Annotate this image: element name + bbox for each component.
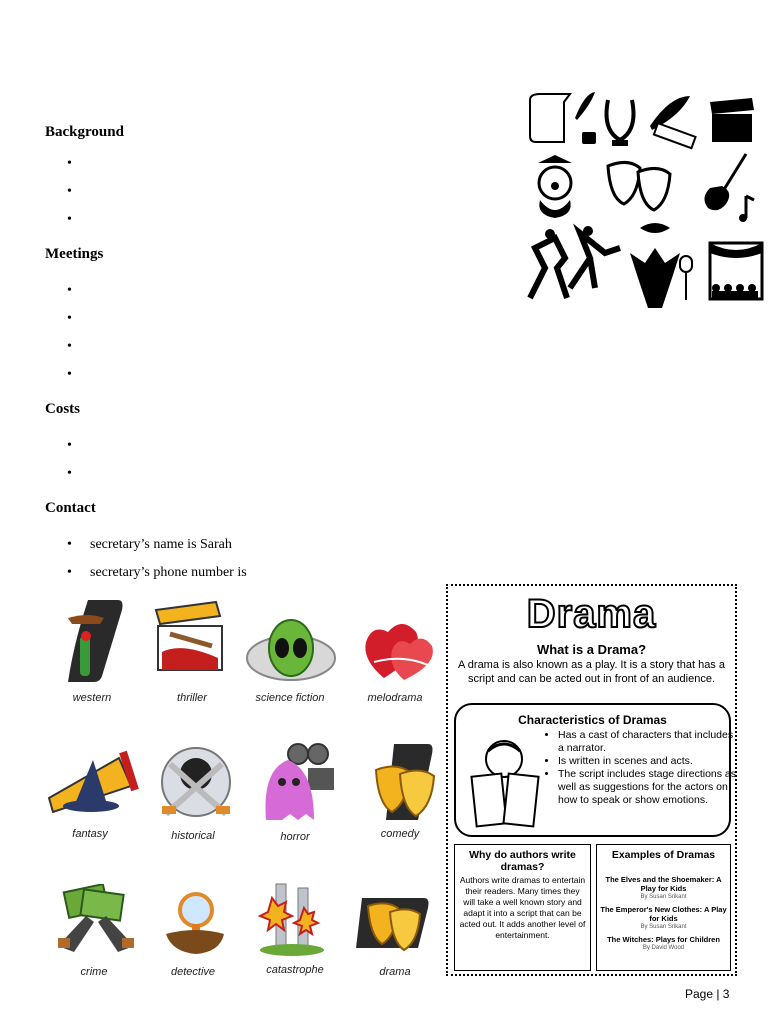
genre-label-historical: historical: [171, 830, 215, 842]
why-title: Why do authors write dramas?: [469, 849, 576, 873]
drama-icon: [354, 894, 436, 960]
characteristics-box: [454, 703, 737, 837]
heading-costs: Costs: [45, 401, 81, 417]
crime-icon: [54, 884, 138, 956]
heading-contact: Contact: [45, 500, 96, 516]
horror-icon: [258, 740, 342, 824]
genre-label-fantasy: fantasy: [72, 828, 108, 840]
examples-list: [599, 875, 728, 953]
characteristics-list: [546, 729, 740, 807]
why-text: Authors write dramas to entertain their readers. Many times they will take a well known story and adapt it into a script that can be acted out. It adds another level of entertainment.: [459, 875, 586, 940]
drama-card-subtitle: What is a Drama?: [536, 642, 647, 657]
fantasy-icon: [45, 746, 139, 822]
genre-label-drama: drama: [379, 966, 411, 978]
drama-definition: A drama is also known as a play. It is a story that has a script and can be acted out in front of an audience.: [458, 659, 725, 685]
example-title: The Elves and the Shoemaker: A Play for Kids: [605, 875, 722, 893]
catastrophe-icon: [258, 878, 328, 958]
genre-label-melodrama: melodrama: [367, 692, 423, 704]
example-title: The Emperor's New Clothes: A Play for Kids: [600, 905, 727, 923]
comedy-icon: [372, 740, 436, 824]
thriller-icon: [152, 600, 228, 680]
genre-label-catastrophe: catastrophe: [266, 964, 324, 976]
western-icon: [58, 596, 130, 684]
genre-label-western: western: [72, 692, 112, 704]
genre-label-science-fiction: science fiction: [255, 692, 325, 704]
example-title: The Witches: Plays for Children: [607, 935, 720, 944]
genre-label-thriller: thriller: [177, 692, 207, 704]
page-number: Page | 3: [685, 987, 730, 1001]
genre-label-detective: detective: [170, 966, 216, 978]
genre-label-horror: horror: [280, 831, 310, 843]
theatre-clipart-icon: [520, 88, 764, 313]
characteristic-item: • Has a cast of characters that includes a narrator.: [558, 729, 740, 755]
drama-info-card: [446, 584, 737, 976]
characteristic-item: • The script includes stage directions as well as suggestions for the actors on how to speak or show emotions.: [558, 768, 740, 807]
example-author: By David Wood: [642, 945, 685, 951]
characteristic-item: • Is written in scenes and acts.: [558, 755, 740, 768]
child-reading-icon: [464, 735, 544, 831]
example-author: By Susan Srikant: [640, 894, 687, 900]
genre-label-crime: crime: [80, 966, 108, 978]
detective-icon: [162, 890, 228, 960]
heading-meetings: Meetings: [45, 246, 104, 262]
examples-title: Examples of Dramas: [611, 849, 716, 861]
genre-label-comedy: comedy: [380, 828, 420, 840]
examples-box: [596, 844, 731, 971]
heading-background: Background: [45, 124, 124, 140]
science-fiction-icon: [245, 618, 337, 682]
why-box: [454, 844, 591, 971]
historical-icon: [158, 744, 234, 824]
drama-card-title: Drama: [526, 592, 657, 636]
melodrama-icon: [360, 618, 436, 684]
example-author: By Susan Srikant: [640, 924, 687, 930]
characteristics-title: Characteristics of Dramas: [518, 713, 667, 727]
